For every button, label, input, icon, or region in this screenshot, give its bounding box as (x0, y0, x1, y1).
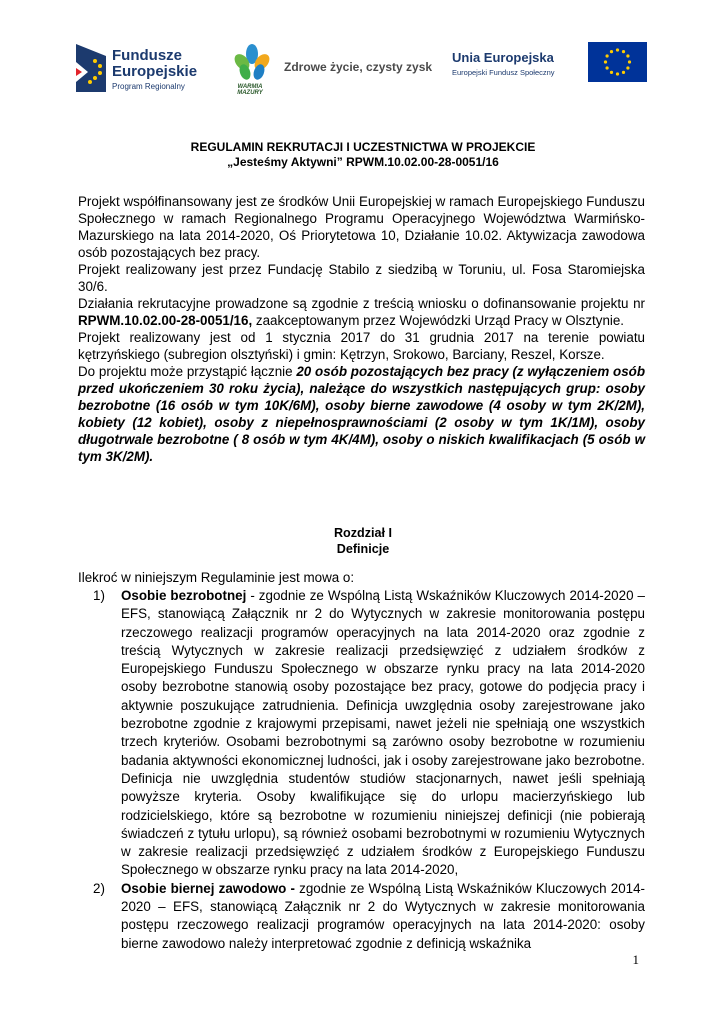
project-number: RPWM.10.02.00-28-0051/16, (78, 313, 253, 328)
chapter-heading (78, 525, 648, 557)
recruitment-text-a: Działania rekrutacyjne prowadzone są zgodnie z treścią wniosku o dofinansowanie projektu nr (78, 296, 645, 311)
definitions-list (93, 587, 645, 953)
warmia-mazury-logo (228, 40, 433, 98)
ue-subtitle: Europejski Fundusz Społeczny (452, 68, 555, 77)
paragraph-realization: Projekt realizowany jest przez Fundację Stabilo z siedzibą w Toruniu, ul. Fosa Staromiejska 30/6. (78, 262, 645, 294)
list-item (93, 587, 645, 880)
title-line-1: REGULAMIN REKRUTACJI I UCZESTNICTWA W PROJEKCIE (190, 140, 536, 154)
definition-text: zgodnie ze Wspólną Listą Wskaźników Kluczowych 2014-2020 – EFS, stanowiącą Załącznik nr 2 do Wytycznych w zakresie monitorowania postępu rzeczowego realizacji programów operacyjnych na lata 2014-2020: osoby bierne zawodowo należy interpretować zgodnie z definicją wskaźnika (121, 880, 645, 951)
fundusze-europejskie-logo (70, 42, 210, 96)
paragraph-participants (78, 363, 645, 465)
logo-header (70, 34, 660, 104)
recruitment-text-b: zaakceptowanym przez Wojewódzki Urząd Pracy w Olsztynie. (252, 313, 625, 328)
document-title (78, 140, 648, 170)
definitions-intro: Ilekroć w niniejszym Regulaminie jest mowa o: (78, 570, 355, 585)
definition-term: Osobie biernej zawodowo - (121, 880, 295, 896)
ue-title: Unia Europejska (452, 50, 554, 65)
title-line-2: „Jesteśmy Aktywni” RPWM.10.02.00-28-0051/16 (227, 155, 499, 169)
wm-name-2: MAZURY (237, 90, 263, 96)
chapter-title: Definicje (336, 542, 390, 556)
paragraph-recruitment (78, 295, 645, 329)
paragraph-cofinancing: Projekt współfinansowany jest ze środków Unii Europejskiej w ramach Europejskiego Funduszu Społecznego w ramach Regionalnego Programu Operacyjnego Województwa Warmińsko-Mazurskiego na lata 2014-2020, Oś Priorytetowa 10, Działanie 10.02. Aktywizacja zawodowa osób pozostających bez pracy. (78, 194, 645, 260)
list-item (93, 880, 645, 953)
definition-term: Osobie bezrobotnej (121, 588, 247, 603)
participants-text-a: Do projektu może przystąpić łącznie (78, 364, 297, 379)
intro-section (78, 193, 645, 465)
unia-europejska-logo (452, 42, 662, 98)
wm-name-1: WARMIA (237, 84, 263, 90)
fe-logo-line-2: Europejskie (112, 63, 198, 80)
participants-groups: 20 osób pozostających bez pracy (z wyłączeniem osób przed ukończeniem 30 roku życia), należące do wszystkich następujących grup: osoby bezrobotne (16 osób w tym 10K/6M), osoby bierne zawodowe (4 osoby w tym 2K/2M), kobiety (12 kobiet), osoby z niepełnosprawnościami (2 osoby w tym 1K/1M), osoby długotrwale bezrobotne ( 8 osób w tym 4K/4M), osoby o niskich kwalifikacjach (5 osób w tym 3K/2M). (78, 364, 645, 464)
warmia-mazury-wordmark (230, 84, 270, 96)
page-number: 1 (632, 952, 639, 967)
chapter-number: Rozdział I (333, 526, 393, 540)
eu-flag-icon (588, 42, 647, 82)
fe-logo-line-3: Program Regionalny (112, 82, 185, 91)
fundusze-europejskie-star-icon (70, 42, 108, 94)
warmia-mazury-slogan: Zdrowe życie, czysty zysk (284, 60, 433, 74)
list-item-number: 1) (93, 588, 105, 603)
definition-text: - zgodnie ze Wspólną Listą Wskaźników Kluczowych 2014-2020 – EFS, stanowiącą Załącznik nr 2 do Wytycznych w zakresie monitorowania postępu rzeczowego realizacji programów operacyjnych na lata 2014-2020 oraz zgodnie z treścią Wytycznych w zakresie realizacji przedsięwzięć z udziałem środków z Europejskiego Funduszu Społecznego w obszarze rynku pracy na lata 2014-2020 osoby bezrobotne stanowią osoby pozostające bez pracy, gotowe do podjęcia pracy i aktywnie poszukujące zatrudnienia. Definicja uwzględnia osoby zarejestrowane jako bezrobotne zgodnie z krajowymi przepisami, nawet jeżeli nie spełniają one wszystkich trzech kryteriów. Osobami bezrobotnymi są zarówno osoby bezrobotne w rozumieniu badania aktywności ekonomicznej ludności, jak i osoby zarejestrowane jako bezrobotne. Definicja nie uwzględnia studentów studiów stacjonarnych, nawet jeśli spełniają powyższe kryteria. Osoby kwalifikujące się do urlopu macierzyńskiego lub rodzicielskiego, które są bezrobotne w rozumieniu niniejszej definicji (nie pobierają świadczeń z tytułu urlopu), są również osobami bezrobotnymi w rozumieniu Wytycznych w zakresie realizacji przedsięwzięć z udziałem środków z Europejskiego Funduszu Społecznego w obszarze rynku pracy na lata 2014-2020, (121, 588, 645, 878)
list-item-number: 2) (93, 880, 105, 896)
fe-logo-line-1: Fundusze (112, 47, 182, 64)
paragraph-period: Projekt realizowany jest od 1 stycznia 2017 do 31 grudnia 2017 na terenie powiatu kętrzyńskiego (subregion olsztyński) i gmin: Kętrzyn, Srokowo, Barciany, Reszel, Korsze. (78, 330, 645, 362)
